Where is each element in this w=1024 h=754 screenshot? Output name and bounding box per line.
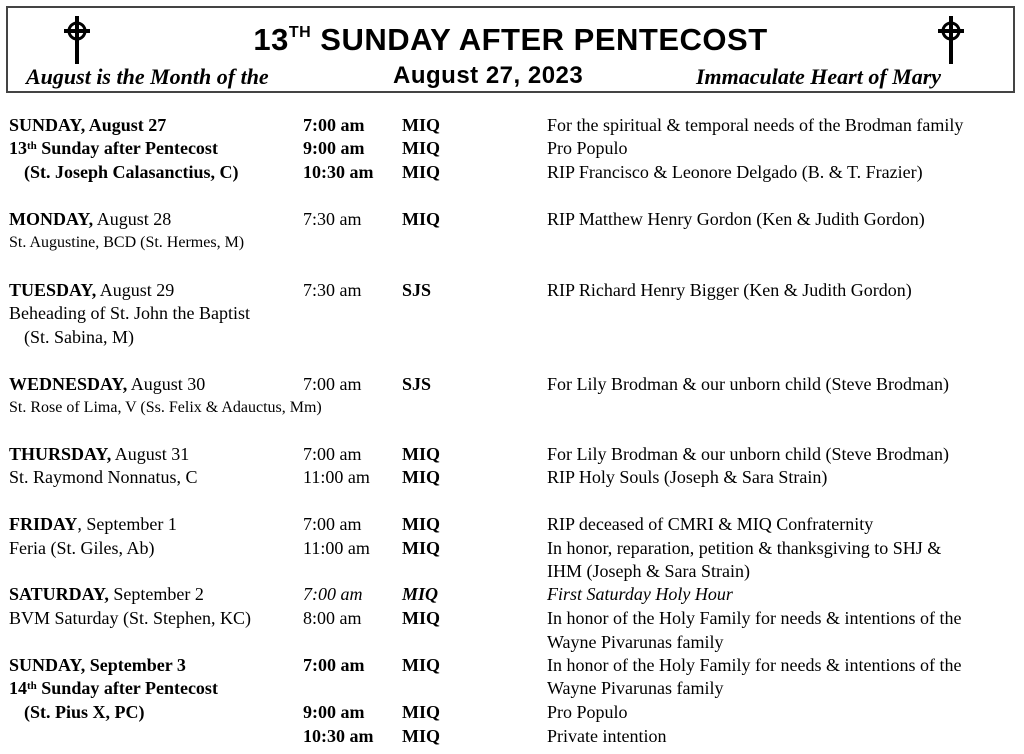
commemoration: (St. Pius X, PC) <box>24 702 145 722</box>
mass-location: SJS <box>402 374 432 394</box>
mass-intention: For Lily Brodman & our unborn child (Steve Brodman) <box>547 444 949 464</box>
mass-time: 7:30 am <box>303 209 362 229</box>
mass-time: 8:00 am <box>303 608 362 628</box>
mass-location: MIQ <box>402 538 440 558</box>
day-heading: SATURDAY, September 2 <box>9 584 204 604</box>
month-dedication-left: August is the Month of the <box>26 64 269 89</box>
feast-name: St. Rose of Lima, V (Ss. Felix & Adauctus, Mm) <box>9 399 322 416</box>
commemoration: (St. Joseph Calasanctius, C) <box>24 162 239 182</box>
mass-location: MIQ <box>402 209 440 229</box>
mass-intention: Pro Populo <box>547 702 628 722</box>
day-heading: TUESDAY, August 29 <box>9 280 175 300</box>
mass-intention: For Lily Brodman & our unborn child (Steve Brodman) <box>547 374 949 394</box>
mass-time: 10:30 am <box>303 726 374 746</box>
day-heading: WEDNESDAY, August 30 <box>9 374 206 394</box>
mass-intention: In honor of the Holy Family for needs & intentions of the <box>547 608 962 628</box>
commemoration: (St. Sabina, M) <box>24 327 134 347</box>
mass-intention-continued: Wayne Pivarunas family <box>547 632 724 652</box>
mass-intention-continued: Wayne Pivarunas family <box>547 678 724 698</box>
feast-name: BVM Saturday (St. Stephen, KC) <box>9 608 251 628</box>
mass-time: 7:30 am <box>303 280 362 300</box>
mass-time: 7:00 am <box>303 374 362 394</box>
mass-time: 10:30 am <box>303 162 374 182</box>
mass-intention: RIP Matthew Henry Gordon (Ken & Judith Gordon) <box>547 209 925 229</box>
month-dedication-right: Immaculate Heart of Mary <box>696 64 942 89</box>
mass-intention: In honor of the Holy Family for needs & intentions of the <box>547 655 962 675</box>
feast-name: Feria (St. Giles, Ab) <box>9 538 155 558</box>
day-heading: THURSDAY, August 31 <box>9 444 190 464</box>
feast-name: St. Raymond Nonnatus, C <box>9 467 198 487</box>
mass-time: 9:00 am <box>303 138 365 158</box>
mass-intention: First Saturday Holy Hour <box>547 584 733 604</box>
day-heading: SUNDAY, August 27 <box>9 115 167 135</box>
feast-name: Beheading of St. John the Baptist <box>9 303 250 323</box>
mass-time: 11:00 am <box>303 467 370 487</box>
mass-location: MIQ <box>402 726 440 746</box>
mass-location: MIQ <box>402 162 440 182</box>
feast-name: 13th Sunday after Pentecost <box>9 138 218 158</box>
mass-intention: Private intention <box>547 726 667 746</box>
day-heading: MONDAY, August 28 <box>9 209 172 229</box>
mass-location: MIQ <box>402 608 440 628</box>
mass-location: MIQ <box>402 444 440 464</box>
mass-time: 7:00 am <box>303 584 363 604</box>
mass-location: MIQ <box>402 514 440 534</box>
mass-time: 9:00 am <box>303 702 365 722</box>
mass-intention-continued: IHM (Joseph & Sara Strain) <box>547 561 750 581</box>
mass-intention: RIP Holy Souls (Joseph & Sara Strain) <box>547 467 828 487</box>
mass-time: 7:00 am <box>303 514 362 534</box>
day-heading: SUNDAY, September 3 <box>9 655 186 675</box>
mass-intention: Pro Populo <box>547 138 628 158</box>
feast-name: St. Augustine, BCD (St. Hermes, M) <box>9 234 245 251</box>
mass-location: MIQ <box>402 138 440 158</box>
mass-location: MIQ <box>402 115 440 135</box>
mass-time: 7:00 am <box>303 444 362 464</box>
mass-time: 7:00 am <box>303 115 365 135</box>
page-title: 13TH SUNDAY AFTER PENTECOST <box>253 22 768 57</box>
bulletin-date: August 27, 2023 <box>393 62 584 89</box>
mass-location: MIQ <box>402 467 440 487</box>
mass-intention: RIP Richard Henry Bigger (Ken & Judith Gordon) <box>547 280 912 300</box>
mass-intention: For the spiritual & temporal needs of the Brodman family <box>547 115 964 135</box>
mass-intention: RIP Francisco & Leonore Delgado (B. & T. Frazier) <box>547 162 923 182</box>
feast-name: 14th Sunday after Pentecost <box>9 678 218 698</box>
mass-location: MIQ <box>402 584 439 604</box>
mass-intention: In honor, reparation, petition & thanksgiving to SHJ & <box>547 538 942 558</box>
day-heading: FRIDAY, September 1 <box>9 514 177 534</box>
mass-intention: RIP deceased of CMRI & MIQ Confraternity <box>547 514 874 534</box>
mass-location: MIQ <box>402 655 440 675</box>
mass-time: 11:00 am <box>303 538 370 558</box>
mass-location: SJS <box>402 280 432 300</box>
mass-location: MIQ <box>402 702 440 722</box>
mass-time: 7:00 am <box>303 655 365 675</box>
